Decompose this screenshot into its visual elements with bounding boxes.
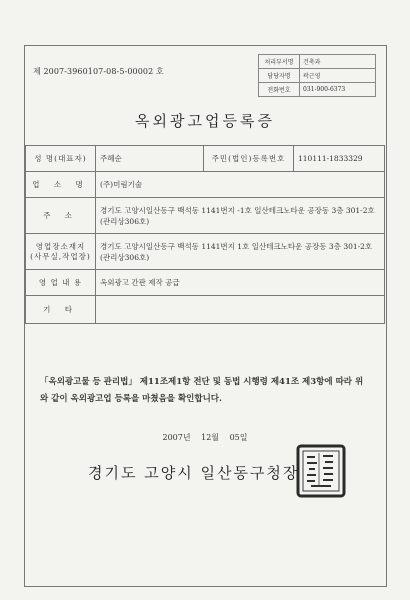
approval-row	[259, 55, 376, 69]
approval-key: 처리부서명	[259, 55, 300, 69]
table-row	[26, 234, 385, 270]
confirmation-text: 「옥외광고물 등 관리법」 제11조제1항 전단 및 동법 시행령 제41조 제3항에 따라 위와 같이 옥외광고업 등록을 마쳤음을 확인합니다.	[40, 377, 364, 404]
issue-year: 2007년	[162, 433, 191, 442]
address-label: 주 소	[26, 198, 96, 234]
other-value	[96, 296, 385, 324]
table-row	[26, 146, 385, 172]
issue-date	[0, 432, 410, 443]
business-type-label: 영 업 내 용	[26, 270, 96, 296]
registration-table	[25, 145, 385, 324]
table-row	[26, 296, 385, 324]
issue-month: 12월	[201, 433, 220, 442]
office-label	[26, 234, 96, 270]
approval-key: 전화번호	[259, 83, 300, 97]
name-value: 주혜순	[96, 146, 204, 172]
approval-value: 곽근영	[300, 69, 376, 83]
document-title: 옥외광고업등록증	[135, 112, 275, 130]
id-value: 110111-1833329	[294, 146, 385, 172]
office-label-line1: 영업장소재지	[35, 241, 86, 251]
approval-row	[259, 69, 376, 83]
table-row	[26, 270, 385, 296]
approval-value: 건축과	[300, 55, 376, 69]
issuer-name: 경기도 고양시 일산동구청장	[88, 464, 300, 482]
address-value: 경기도 고양시일산동구 백석동 1141번지 -1호 일산테크노타운 공장동 3층 301-2호 (관리상306호)	[96, 198, 385, 234]
approval-key: 담당자명	[259, 69, 300, 83]
id-label: 주민(법인)등록번호	[204, 146, 294, 172]
approval-row	[259, 83, 376, 97]
name-label: 성 명(대표자)	[26, 146, 96, 172]
approval-value: 031-900-6373	[300, 83, 376, 97]
table-row	[26, 198, 385, 234]
other-label: 기 타	[26, 296, 96, 324]
business-type-value: 옥외광고 간판 제작 공급	[96, 270, 385, 296]
official-seal	[295, 443, 347, 499]
business-label: 업 소 명	[26, 172, 96, 198]
office-value: 경기도 고양시일산동구 백석동 1141번지 1호 일산테크노타운 공장동 3층 301-2호 (관리상306호)	[96, 234, 385, 270]
registration-number: 제 2007-3960107-08-5-00002 호	[33, 67, 164, 76]
business-value: (주)미림기술	[96, 172, 385, 198]
issue-day: 05일	[229, 433, 248, 442]
approval-box	[258, 54, 376, 97]
office-label-line2: (사무실,작업장)	[30, 251, 91, 261]
table-row	[26, 172, 385, 198]
